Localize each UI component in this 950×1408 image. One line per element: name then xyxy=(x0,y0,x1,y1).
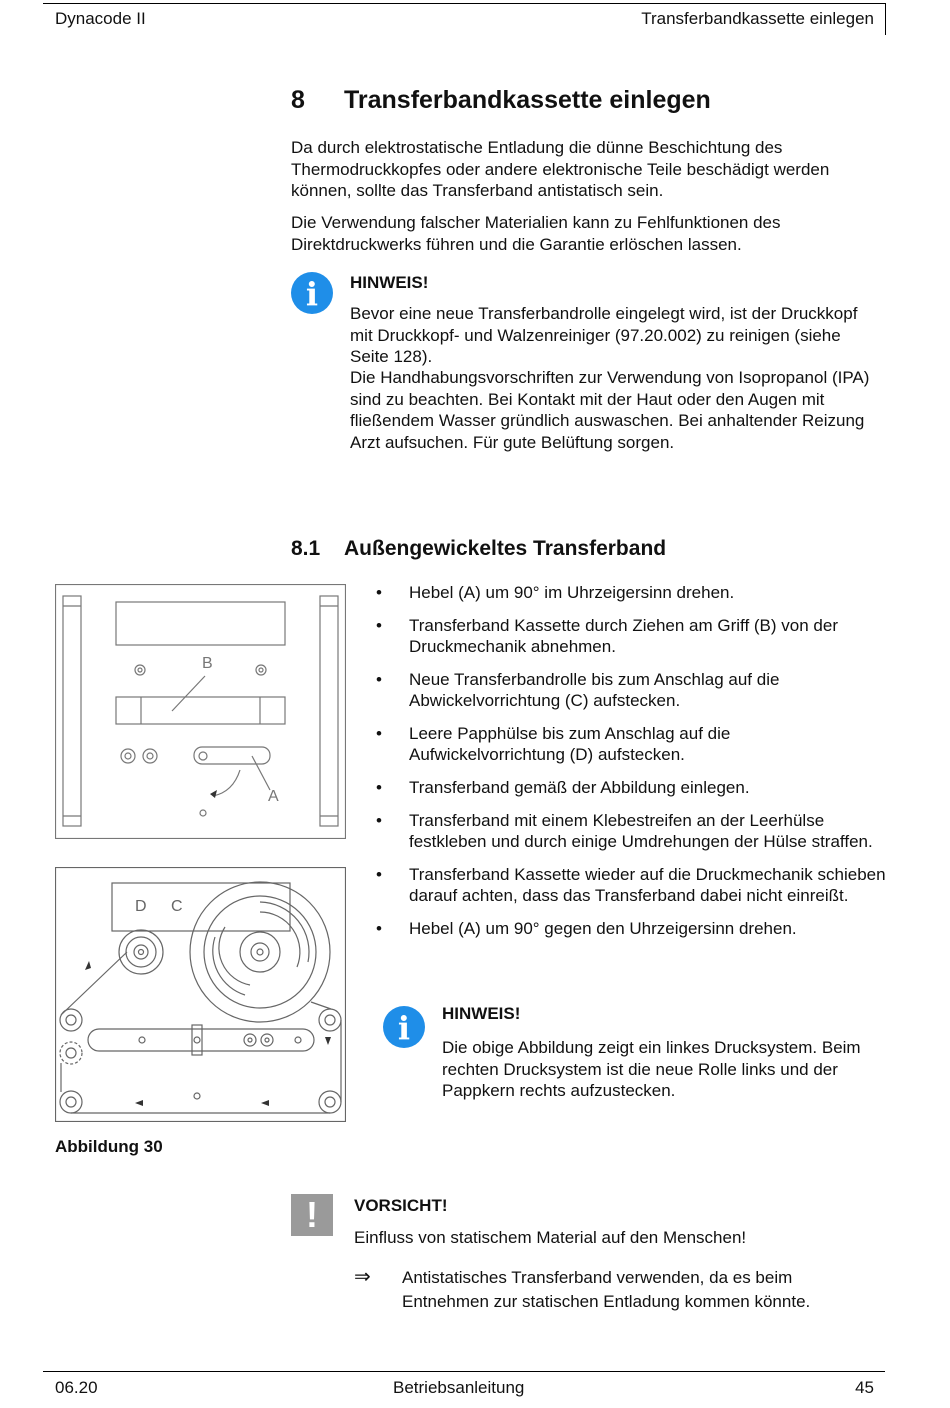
list-item: • Transferband Kassette wieder auf die Druckmechanik schieben darauf achten, dass das Transferband dabei nicht einreißt. xyxy=(376,865,886,905)
bullet: • xyxy=(376,811,382,830)
warning-paragraph: Die Verwendung falscher Materialien kann zu Fehlfunktionen des Direktdruckwerks führen und die Garantie erlöschen lassen. xyxy=(291,213,781,254)
figure-caption: Abbildung 30 xyxy=(55,1137,163,1156)
page-number: 45 xyxy=(855,1378,874,1397)
list-item: • Leere Papphülse bis zum Anschlag auf die Aufwickelvorrichtung (D) aufstecken. xyxy=(376,724,731,764)
header-product: Dynacode II xyxy=(55,9,146,28)
section-title: Transferbandkassette einlegen xyxy=(344,86,711,114)
caution-icon: ! xyxy=(291,1194,333,1236)
header-top-rule xyxy=(43,3,885,4)
note-title: HINWEIS! xyxy=(442,1004,521,1023)
note-text-mirror: Die obige Abbildung zeigt ein linkes Drucksystem. Beim rechten Drucksystem ist die neue Rolle links und der Pappkern rechts aufzustecken. xyxy=(442,1038,861,1100)
list-item: • Hebel (A) um 90° gegen den Uhrzeigersinn drehen. xyxy=(376,919,797,938)
cassette-drawing xyxy=(55,584,346,839)
list-item: • Transferband Kassette durch Ziehen am Griff (B) von der Druckmechanik abnehmen. xyxy=(376,616,838,656)
list-item: • Neue Transferbandrolle bis zum Anschlag auf die Abwickelvorrichtung (C) aufstecken. xyxy=(376,670,780,710)
intro-paragraph: Da durch elektrostatische Entladung die dünne Beschichtung des Thermodruckkopfes oder andere elektronische Teile beschädigt werden können, sollte das Transferband antistatisch sein. xyxy=(291,138,830,200)
footer-rule xyxy=(43,1371,885,1372)
caution-action: Antistatisches Transferband verwenden, da es beim Entnehmen zur statischen Entladung kommen könnte. xyxy=(402,1268,811,1311)
bullet: • xyxy=(376,919,382,938)
header-chapter: Transferbandkassette einlegen xyxy=(641,9,874,28)
caution-text: Einfluss von statischem Material auf den Menschen! xyxy=(354,1228,747,1247)
caution-title: VORSICHT! xyxy=(354,1196,448,1215)
footer-doc-title: Betriebsanleitung xyxy=(393,1378,525,1397)
label-c: C xyxy=(171,898,183,915)
bullet: • xyxy=(376,616,382,635)
bullet: • xyxy=(376,865,382,884)
info-icon: i xyxy=(291,272,333,314)
step-list xyxy=(376,582,886,951)
bullet: • xyxy=(376,670,382,689)
note-text-cleaning: Bevor eine neue Transferbandrolle eingelegt wird, ist der Druckkopf mit Druckkopf- und Walzenreiniger (97.20.002) zu reinigen (siehe Seite 128). xyxy=(350,304,858,366)
list-item: • Transferband gemäß der Abbildung einlegen. xyxy=(376,778,750,797)
subsection-title: Außengewickeltes Transferband xyxy=(344,537,667,560)
list-item: • Transferband mit einem Klebestreifen an der Leerhülse festkleben und durch einige Umdrehungen der Hülse straffen. xyxy=(376,811,873,851)
subsection-number: 8.1 xyxy=(291,537,321,560)
bullet: • xyxy=(376,778,382,797)
list-item: • Hebel (A) um 90° im Uhrzeigersinn drehen. xyxy=(376,583,735,602)
arrow-icon: ⇒ xyxy=(354,1266,371,1288)
ribbon-path-drawing xyxy=(55,867,346,1122)
label-a: A xyxy=(268,788,279,805)
header-right-rule xyxy=(885,3,886,35)
label-b: B xyxy=(202,655,213,672)
footer-date: 06.20 xyxy=(55,1378,98,1397)
label-d: D xyxy=(135,898,147,915)
note-title: HINWEIS! xyxy=(350,273,429,292)
bullet: • xyxy=(376,724,382,743)
bullet: • xyxy=(376,583,382,602)
section-number: 8 xyxy=(291,86,305,114)
note-text-ipa: Die Handhabungsvorschriften zur Verwendung von Isopropanol (IPA) sind zu beachten. Bei Kontakt mit der Haut oder den Augen mit fließendem Wasser gründlich auswaschen. Bei anhaltender Reizung Arzt aufsuchen. Für gute Belüftung sorgen. xyxy=(350,368,870,452)
info-icon: i xyxy=(383,1006,425,1048)
